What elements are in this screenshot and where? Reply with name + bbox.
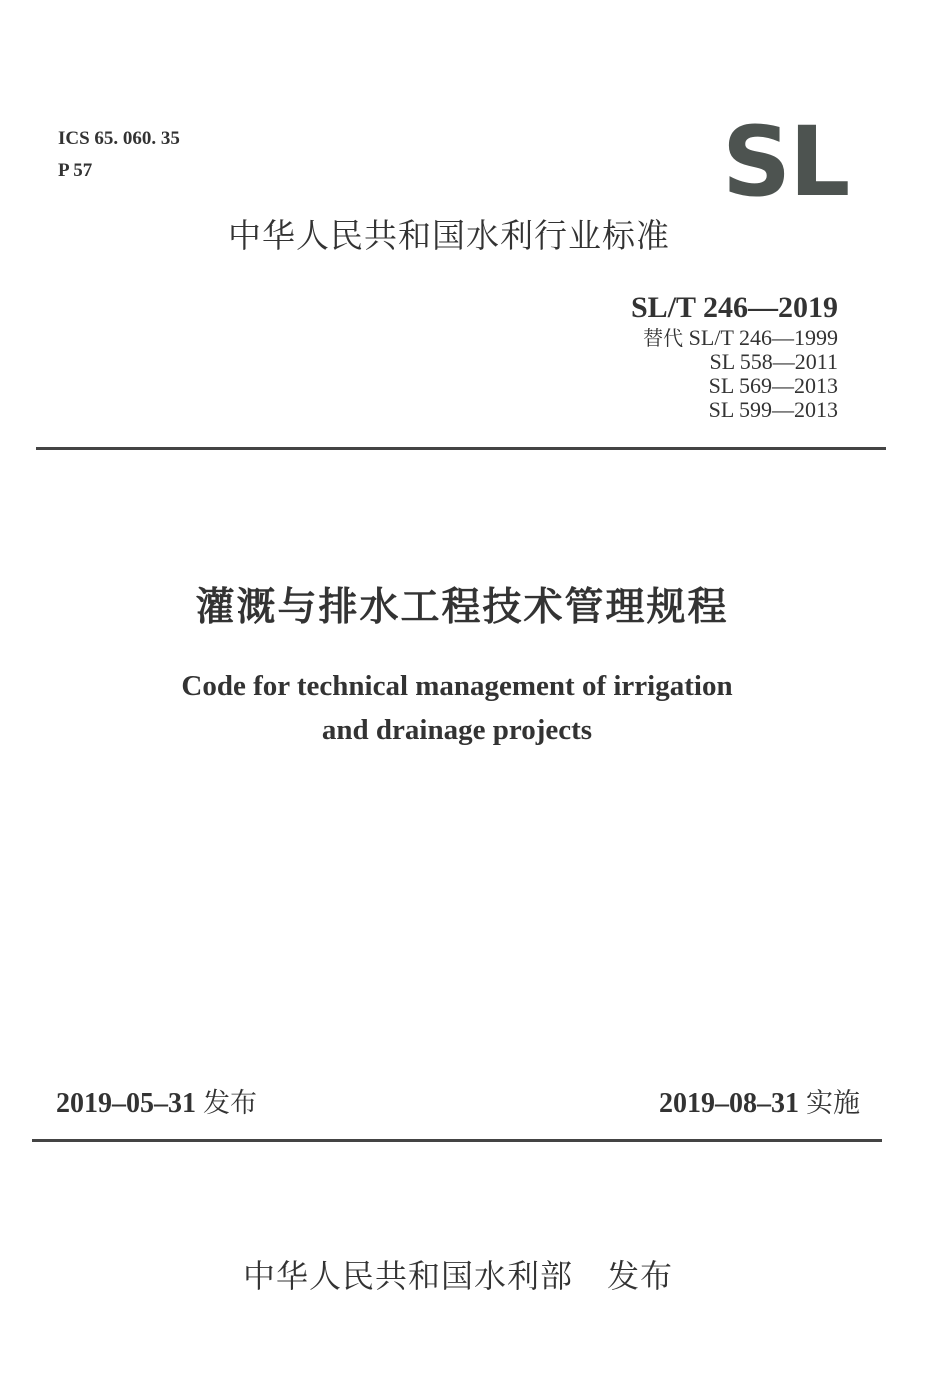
ccs-code: P 57 (58, 160, 93, 181)
supersedes-item: SL 569—2013 (708, 373, 838, 398)
supersedes-label: 替代 (643, 326, 684, 350)
industry-standard-title: 中华人民共和国水利行业标准 (228, 216, 670, 255)
ics-code: ICS 65. 060. 35 (58, 128, 180, 149)
english-title-line: Code for technical management of irrigation (181, 670, 733, 702)
implement-date (659, 1085, 860, 1123)
sl-logo: SL (722, 106, 849, 218)
publish-label: 发布 (607, 1257, 674, 1295)
supersedes-item: SL 599—2013 (708, 397, 838, 422)
bottom-divider (32, 1139, 882, 1142)
document-title-chinese: 灌溉与排水工程技术管理规程 (195, 585, 729, 630)
top-divider (36, 447, 886, 450)
supersedes-line (631, 326, 838, 350)
publisher-name: 中华人民共和国水利部 (242, 1257, 573, 1295)
issue-label: 发布 (203, 1088, 257, 1119)
publisher-line (0, 1254, 916, 1298)
issue-date-value: 2019–05–31 (56, 1088, 196, 1119)
english-title-line: and drainage projects (321, 714, 593, 746)
supersedes-item: SL/T 246—1999 (688, 325, 838, 350)
supersedes-item: SL 558—2011 (709, 349, 838, 374)
standard-number: SL/T 246—2019 (631, 291, 838, 324)
standard-number-block (631, 290, 838, 422)
issue-date (56, 1085, 257, 1123)
document-title-english (0, 664, 914, 752)
implement-date-value: 2019–08–31 (659, 1088, 799, 1119)
implement-label: 实施 (806, 1088, 860, 1119)
